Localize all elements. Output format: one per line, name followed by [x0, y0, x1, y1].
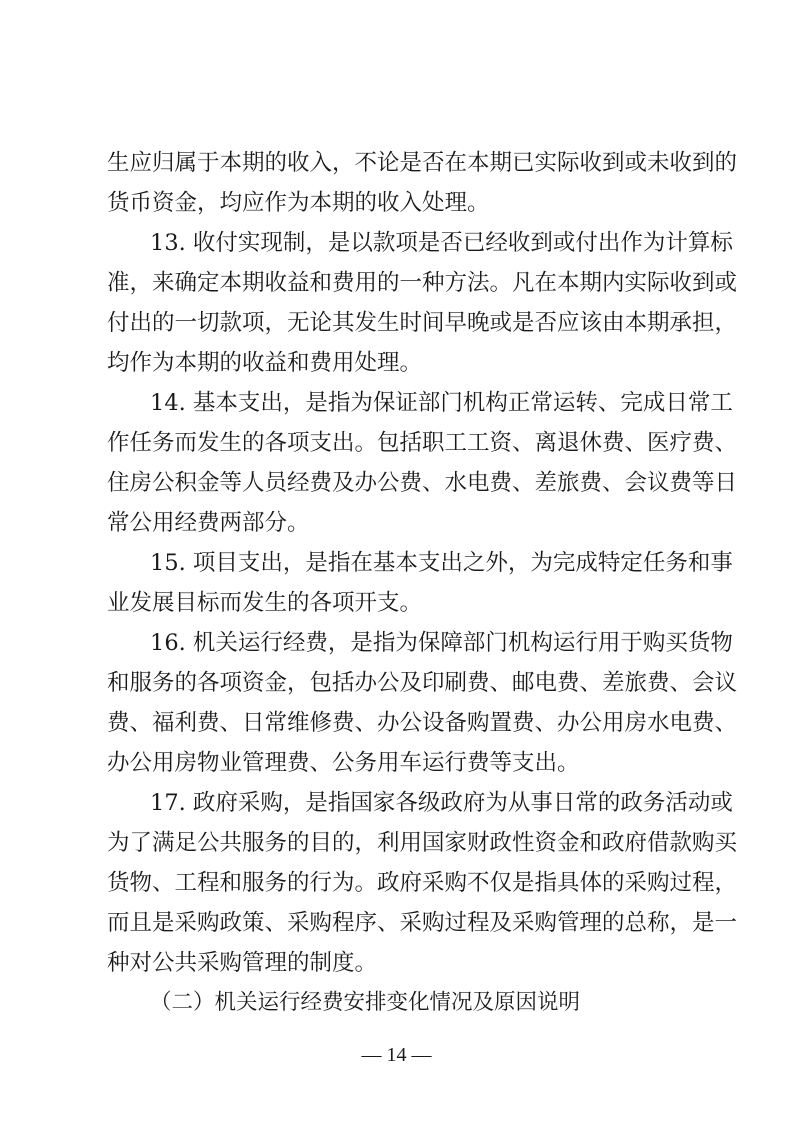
body-line: 均作为本期的收益和费用处理。 [107, 350, 423, 376]
body-line: 和服务的各项资金，包括办公及印刷费、邮电费、差旅费、会议 [107, 670, 738, 696]
body-line: 种对公共采购管理的制度。 [107, 950, 378, 976]
definition-13-line: 13. 收付实现制，是以款项是否已经收到或付出作为计算标 [150, 230, 733, 256]
body-line: 办公用房物业管理费、公务用车运行费等支出。 [107, 750, 580, 776]
page-number: — 14 — [361, 1044, 432, 1066]
body-line: 作任务而发生的各项支出。包括职工工资、离退休费、医疗费、 [107, 430, 738, 456]
body-line: 货物、工程和服务的行为。政府采购不仅是指具体的采购过程， [107, 870, 738, 896]
body-line: 常公用经费两部分。 [107, 510, 310, 536]
body-line: 货币资金，均应作为本期的收入处理。 [107, 190, 490, 216]
definition-15-line: 15. 项目支出，是指在基本支出之外，为完成特定任务和事 [150, 550, 733, 576]
body-line: 而且是采购政策、采购程序、采购过程及采购管理的总称，是一 [107, 910, 738, 936]
body-line: 业发展目标而发生的各项开支。 [107, 590, 423, 616]
definition-16-line: 16. 机关运行经费，是指为保障部门机构运行用于购买货物 [150, 630, 733, 656]
body-line: 付出的一切款项，无论其发生时间早晚或是否应该由本期承担， [107, 310, 738, 336]
definition-17-line: 17. 政府采购，是指国家各级政府为从事日常的政务活动或 [150, 790, 733, 816]
body-line: 生应归属于本期的收入，不论是否在本期已实际收到或未收到的 [107, 150, 738, 176]
section-heading: （二）机关运行经费安排变化情况及原因说明 [150, 990, 581, 1015]
body-line: 准，来确定本期收益和费用的一种方法。凡在本期内实际收到或 [107, 270, 738, 296]
definition-14-line: 14. 基本支出，是指为保证部门机构正常运转、完成日常工 [150, 390, 733, 416]
body-line: 住房公积金等人员经费及办公费、水电费、差旅费、会议费等日 [107, 470, 738, 496]
body-line: 为了满足公共服务的目的，利用国家财政性资金和政府借款购买 [107, 830, 738, 856]
body-line: 费、福利费、日常维修费、办公设备购置费、办公用房水电费、 [107, 710, 738, 736]
